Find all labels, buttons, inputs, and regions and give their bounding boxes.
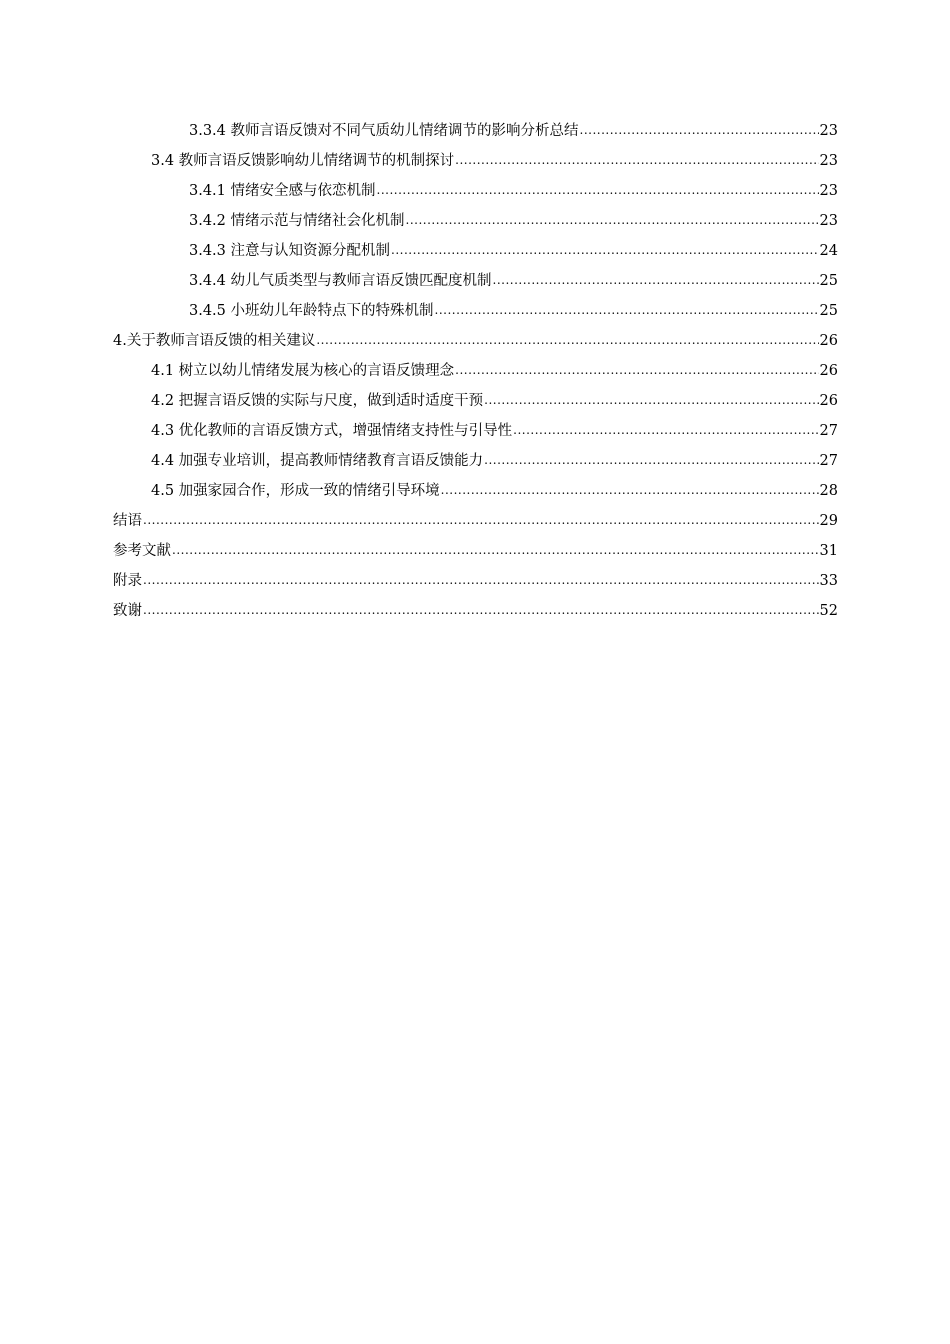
toc-entry-page-number: 23 <box>819 153 838 169</box>
toc-entry[interactable] <box>113 596 838 626</box>
toc-entry[interactable] <box>113 326 838 356</box>
toc-entry-label: 参考文献 <box>113 543 171 559</box>
toc-dot-leader <box>513 415 818 445</box>
toc-entry[interactable] <box>113 506 838 536</box>
toc-entry[interactable] <box>113 296 838 326</box>
toc-dot-leader <box>484 385 818 415</box>
toc-dot-leader <box>406 205 819 235</box>
toc-entry-page-number: 29 <box>819 513 838 529</box>
toc-entry-page-number: 26 <box>819 363 838 379</box>
toc-entry-page-number: 27 <box>819 453 838 469</box>
toc-entry-page-number: 23 <box>819 213 838 229</box>
toc-dot-leader <box>172 535 819 565</box>
toc-dot-leader <box>455 355 818 385</box>
toc-entry-label: 3.4 教师言语反馈影响幼儿情绪调节的机制探讨 <box>151 153 455 169</box>
toc-entry-label: 4.关于教师言语反馈的相关建议 <box>113 333 316 349</box>
toc-dot-leader <box>580 115 819 145</box>
toc-dot-leader <box>493 265 819 295</box>
toc-entry[interactable] <box>113 206 838 236</box>
toc-entry[interactable] <box>113 176 838 206</box>
toc-dot-leader <box>435 295 819 325</box>
toc-entry[interactable] <box>113 236 838 266</box>
toc-dot-leader <box>484 445 818 475</box>
toc-dot-leader <box>143 505 819 535</box>
toc-entry-label: 附录 <box>113 573 142 589</box>
toc-entry-page-number: 25 <box>819 303 838 319</box>
toc-entry-label: 3.4.5 小班幼儿年龄特点下的特殊机制 <box>189 303 434 319</box>
toc-entry[interactable] <box>113 476 838 506</box>
toc-entry-label: 4.2 把握言语反馈的实际与尺度，做到适时适度干预 <box>151 393 484 409</box>
toc-entry-label: 3.3.4 教师言语反馈对不同气质幼儿情绪调节的影响分析总结 <box>189 123 579 139</box>
toc-entry-label: 3.4.1 情绪安全感与依恋机制 <box>189 183 376 199</box>
toc-dot-leader <box>316 325 818 355</box>
toc-entry[interactable] <box>113 566 838 596</box>
toc-entry-page-number: 27 <box>819 423 838 439</box>
toc-entry-label: 结语 <box>113 513 142 529</box>
toc-dot-leader <box>391 235 819 265</box>
toc-entry-label: 3.4.4 幼儿气质类型与教师言语反馈匹配度机制 <box>189 273 492 289</box>
toc-entry-page-number: 33 <box>819 573 838 589</box>
toc-entry[interactable] <box>113 266 838 296</box>
toc-entry-page-number: 31 <box>819 543 838 559</box>
toc-entry-page-number: 25 <box>819 273 838 289</box>
toc-entry-page-number: 24 <box>819 243 838 259</box>
toc-entry[interactable] <box>113 386 838 416</box>
toc-entry-label: 致谢 <box>113 603 142 619</box>
toc-entry-label: 4.1 树立以幼儿情绪发展为核心的言语反馈理念 <box>151 363 455 379</box>
toc-entry-label: 3.4.2 情绪示范与情绪社会化机制 <box>189 213 405 229</box>
table-of-contents <box>113 116 838 626</box>
toc-entry-label: 4.3 优化教师的言语反馈方式，增强情绪支持性与引导性 <box>151 423 513 439</box>
toc-dot-leader <box>455 145 818 175</box>
toc-entry[interactable] <box>113 116 838 146</box>
toc-entry-label: 4.5 加强家园合作，形成一致的情绪引导环境 <box>151 483 440 499</box>
toc-entry[interactable] <box>113 416 838 446</box>
toc-dot-leader <box>143 565 819 595</box>
toc-entry-page-number: 23 <box>819 123 838 139</box>
toc-entry[interactable] <box>113 536 838 566</box>
toc-entry[interactable] <box>113 356 838 386</box>
toc-dot-leader <box>377 175 819 205</box>
toc-dot-leader <box>143 595 819 625</box>
toc-entry-page-number: 28 <box>819 483 838 499</box>
toc-entry-page-number: 52 <box>819 603 838 619</box>
toc-entry[interactable] <box>113 446 838 476</box>
toc-entry-page-number: 26 <box>819 393 838 409</box>
toc-entry-label: 4.4 加强专业培训，提高教师情绪教育言语反馈能力 <box>151 453 484 469</box>
toc-entry-page-number: 23 <box>819 183 838 199</box>
toc-entry-page-number: 26 <box>819 333 838 349</box>
toc-dot-leader <box>441 475 819 505</box>
toc-entry-label: 3.4.3 注意与认知资源分配机制 <box>189 243 391 259</box>
toc-entry[interactable] <box>113 146 838 176</box>
